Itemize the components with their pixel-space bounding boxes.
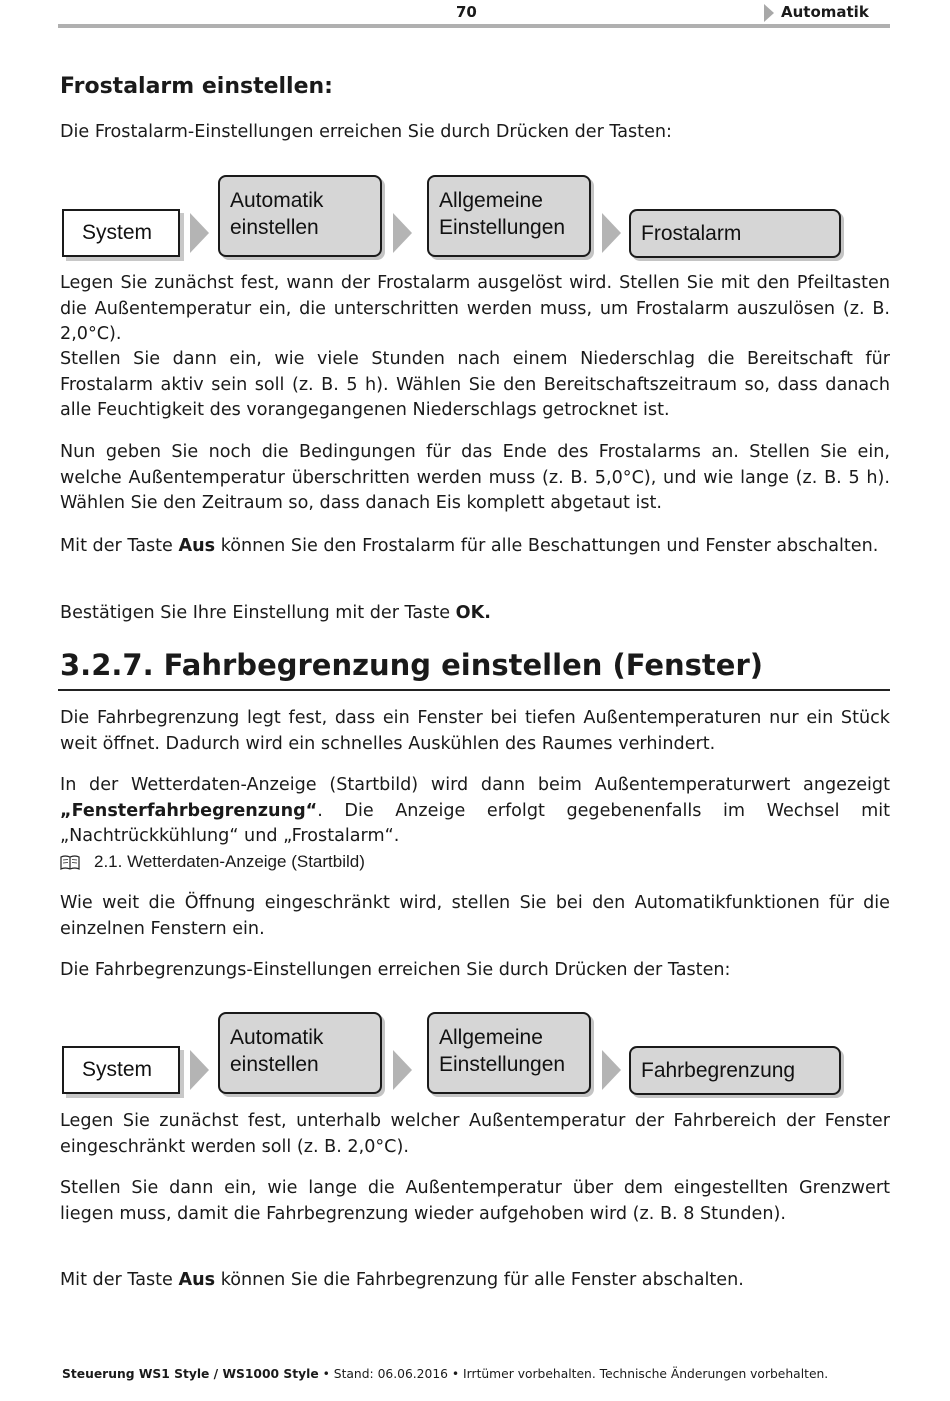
arrow-right-icon: [393, 1050, 412, 1090]
allgemeine-einstellungen-key: Allgemeine Einstellungen: [427, 175, 591, 257]
fahr-paragraph-3: Wie weit die Öffnung eingeschränkt wird, stellen Sie bei den Automatikfunktionen für die einzelnen Fenstern ein.: [60, 893, 890, 939]
header-rule: [58, 24, 890, 28]
frost-paragraph-3: Nun geben Sie noch die Bedingungen für das Ende des Frostalarms an. Stellen Sie ein, welche Außentemperatur überschritten werden muss (z. B. 5,0°C), und wie lange (z. B. 5 h). Wählen Sie den Zeitraum so, dass danach Eis komplett abgetaut ist.: [60, 442, 890, 513]
frost-heading: Frostalarm einstellen:: [60, 74, 333, 99]
heading-rule: [58, 689, 890, 691]
fahr-paragraph-6: Mit der Taste Aus können Sie die Fahrbegrenzung für alle Fenster abschalten.: [60, 1270, 744, 1290]
frost-paragraph-1: Legen Sie zunächst fest, wann der Frostalarm ausgelöst wird. Stellen Sie mit den Pfeiltasten die Außentemperatur ein, die unterschritten werden muss, um Frostalarm auszulösen (z. B. 2,0°C).: [60, 273, 890, 344]
frost-paragraph-5: Bestätigen Sie Ihre Einstellung mit der Taste OK.: [60, 603, 491, 623]
cross-reference[interactable]: [60, 850, 365, 874]
page-footer: Steuerung WS1 Style / WS1000 Style • Stand: 06.06.2016 • Irrtümer vorbehalten. Technische Änderungen vorbehalten.: [62, 1367, 829, 1381]
fahr-paragraph-4: Legen Sie zunächst fest, unterhalb welcher Außentemperatur der Fahrbereich der Fenster eingeschränkt werden soll (z. B. 2,0°C).: [60, 1111, 890, 1157]
fahr-paragraph-2: In der Wetterdaten-Anzeige (Startbild) wird dann beim Außentemperaturwert angezeigt „Fensterfahrbegrenzung“. Die Anzeige erfolgt gegebenenfalls im Wechsel mit „Nachtrückkühlung“ und „Frostalarm“.: [60, 775, 890, 846]
system-key: System: [62, 209, 180, 257]
arrow-right-icon: [602, 213, 621, 253]
fahr-paragraph-5: Stellen Sie dann ein, wie lange die Außentemperatur über dem eingestellten Grenzwert liegen muss, damit die Fahrbegrenzung wieder aufgehoben wird (z. B. 8 Stunden).: [60, 1178, 890, 1224]
fahrbegrenzung-key: Fahrbegrenzung: [629, 1046, 841, 1095]
frost-intro: Die Frostalarm-Einstellungen erreichen Sie durch Drücken der Tasten:: [60, 122, 672, 142]
arrow-right-icon: [602, 1050, 621, 1090]
section-arrow-icon: [764, 4, 774, 22]
frost-paragraph-2: Stellen Sie dann ein, wie viele Stunden nach einem Niederschlag die Bereitschaft für Frostalarm aktiv sein soll (z. B. 5 h). Wählen Sie den Bereitschaftszeitraum so, dass danach alle Feuchtigkeit des vorangegangenen Niederschlags getrocknet ist.: [60, 349, 890, 420]
system-key: System: [62, 1046, 180, 1094]
fahr-paragraph-1: Die Fahrbegrenzung legt fest, dass ein Fenster bei tiefen Außentemperaturen nur ein Stück weit öffnet. Dadurch wird ein schnelles Auskühlen des Raumes verhindert.: [60, 708, 890, 754]
arrow-right-icon: [393, 213, 412, 253]
frostalarm-key: Frostalarm: [629, 209, 841, 258]
page-number: 70: [456, 3, 477, 21]
automatik-einstellen-key: Automatik einstellen: [218, 1012, 382, 1094]
arrow-right-icon: [190, 1050, 209, 1090]
arrow-right-icon: [190, 213, 209, 253]
frost-paragraph-4: Mit der Taste Aus können Sie den Frostalarm für alle Beschattungen und Fenster abschalten.: [60, 536, 879, 556]
allgemeine-einstellungen-key: Allgemeine Einstellungen: [427, 1012, 591, 1094]
cross-reference-label: 2.1. Wetterdaten-Anzeige (Startbild): [94, 852, 365, 871]
automatik-einstellen-key: Automatik einstellen: [218, 175, 382, 257]
fahr-intro: Die Fahrbegrenzungs-Einstellungen erreichen Sie durch Drücken der Tasten:: [60, 960, 731, 980]
book-icon: [60, 855, 80, 869]
fahr-heading: 3.2.7. Fahrbegrenzung einstellen (Fenster): [60, 648, 764, 682]
section-title: Automatik: [781, 3, 869, 21]
